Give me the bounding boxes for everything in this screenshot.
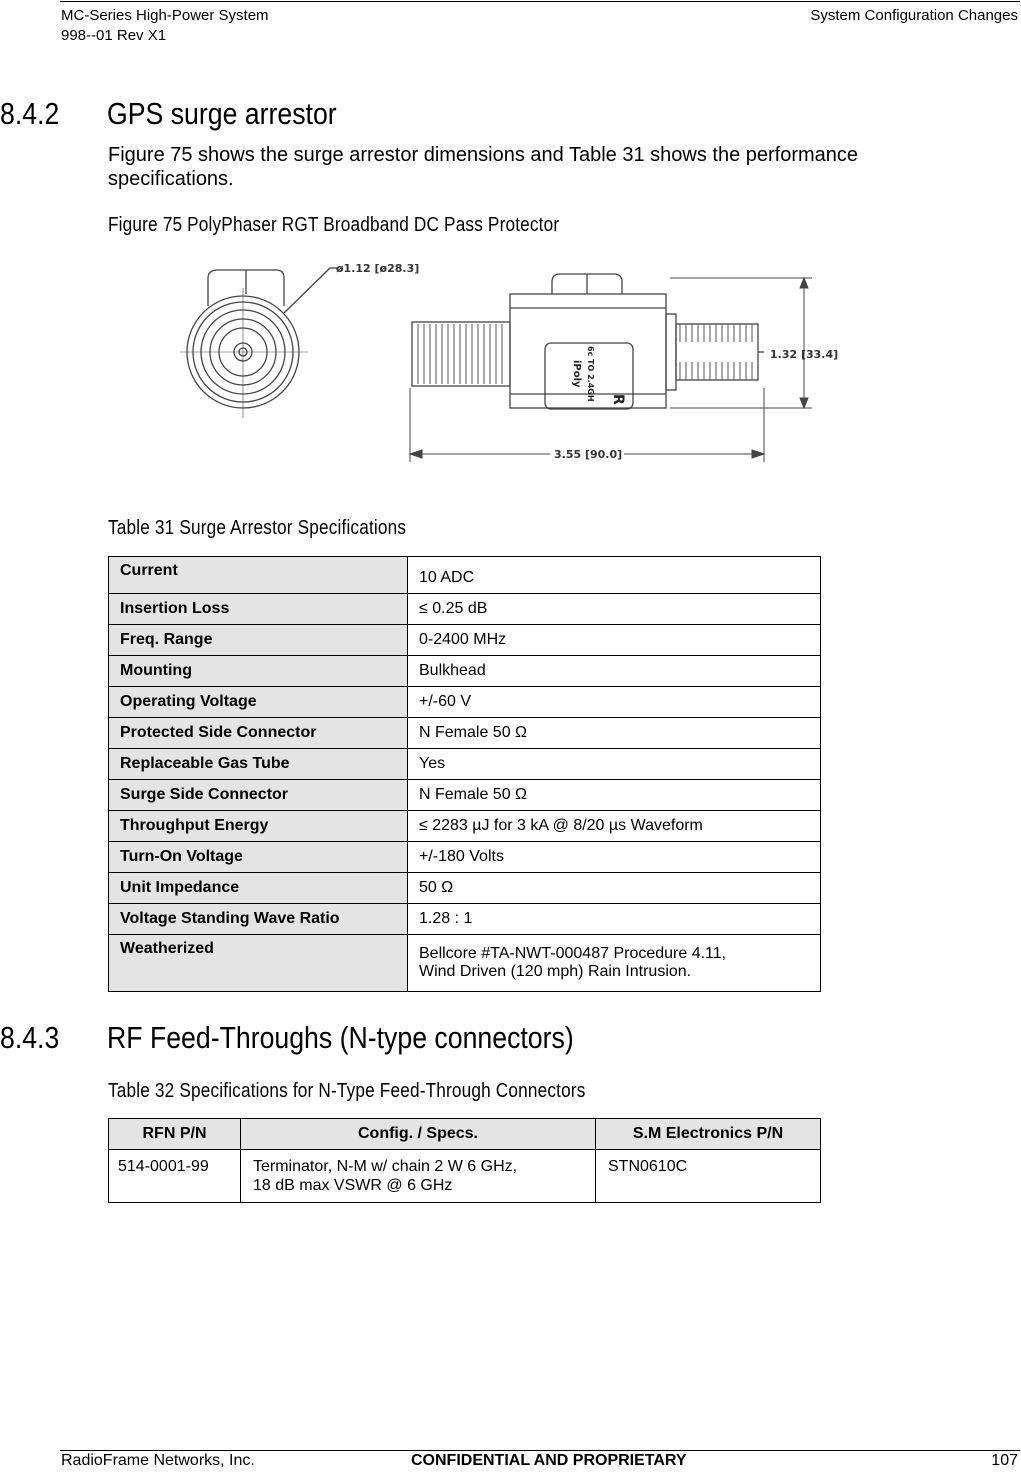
table-row (109, 594, 821, 625)
footer-page-number: 107 (991, 1452, 1018, 1469)
cell-config-specs (241, 1150, 596, 1203)
dim-height-label: 1.32 [33.4] (770, 348, 839, 361)
spec-value: Bulkhead (408, 656, 821, 687)
spec-value: 1.28 : 1 (408, 904, 821, 935)
right-threads (680, 324, 752, 380)
spec-key: Voltage Standing Wave Ratio (109, 904, 408, 935)
config-line-2: 18 dB max VSWR @ 6 GHz (253, 1177, 453, 1194)
spec-key: Replaceable Gas Tube (109, 749, 408, 780)
section-843-title: RF Feed-Throughs (N-type connectors) (107, 1020, 574, 1055)
table-row (109, 811, 821, 842)
spec-value-line-1: Bellcore #TA-NWT-000487 Procedure 4.11, (419, 945, 727, 962)
spec-value: +/-60 V (408, 687, 821, 718)
spec-key: Surge Side Connector (109, 780, 408, 811)
feed-through-table (108, 1118, 821, 1203)
left-threads (418, 324, 502, 384)
header-chapter: System Configuration Changes (810, 7, 1018, 24)
table-row (109, 718, 821, 749)
spec-value: N Female 50 Ω (408, 718, 821, 749)
label-text-freq: 6c TO 2.4GH (586, 346, 595, 402)
surge-arrestor-spec-table (108, 556, 821, 992)
table-header-row (109, 1119, 821, 1150)
spec-key: Freq. Range (109, 625, 408, 656)
footer-rule (60, 1450, 1020, 1451)
spec-key: Turn-On Voltage (109, 842, 408, 873)
label-text-r: R (610, 394, 626, 405)
header-doc-number: 998--01 Rev X1 (61, 27, 167, 44)
table-32-caption: Table 32 Specifications for N-Type Feed-Through Connectors (108, 1080, 586, 1102)
column-header: Config. / Specs. (241, 1119, 596, 1150)
spec-value: Yes (408, 749, 821, 780)
spec-value-line-2: Wind Driven (120 mph) Rain Intrusion. (419, 963, 692, 980)
table-row (109, 687, 821, 718)
section-842-number: 8.4.2 (0, 96, 60, 131)
spec-key: Unit Impedance (109, 873, 408, 904)
column-header: RFN P/N (109, 1119, 241, 1150)
column-header: S.M Electronics P/N (596, 1119, 821, 1150)
left-threaded-connector (412, 322, 510, 386)
section-842-title: GPS surge arrestor (107, 96, 337, 131)
section-843-number: 8.4.3 (0, 1020, 60, 1055)
table-row (109, 780, 821, 811)
footer-confidential: CONFIDENTIAL AND PROPRIETARY (411, 1452, 687, 1469)
spec-value: 0-2400 MHz (408, 625, 821, 656)
spec-value: ≤ 2283 µJ for 3 kA @ 8/20 µs Waveform (408, 811, 821, 842)
spec-key: Weatherized (109, 935, 408, 992)
table-row (109, 557, 821, 594)
spec-value: N Female 50 Ω (408, 780, 821, 811)
surge-arrestor-drawing (180, 248, 860, 468)
table-31-caption: Table 31 Surge Arrestor Specifications (108, 517, 407, 539)
table-row (109, 904, 821, 935)
dim-length-label: 3.55 [90.0] (554, 448, 623, 461)
cell-rfn-pn: 514-0001-99 (109, 1150, 241, 1203)
footer-company: RadioFrame Networks, Inc. (61, 1452, 255, 1469)
cell-sm-pn: STN0610C (596, 1150, 821, 1203)
spec-value (408, 935, 821, 992)
spec-value: 50 Ω (408, 873, 821, 904)
table-row (109, 625, 821, 656)
spec-key: Operating Voltage (109, 687, 408, 718)
diameter-leader (284, 268, 330, 313)
table-row (109, 656, 821, 687)
spec-key: Insertion Loss (109, 594, 408, 625)
spec-key: Current (109, 557, 408, 594)
header-product: MC-Series High-Power System (61, 7, 269, 24)
spec-key: Protected Side Connector (109, 718, 408, 749)
table-row (109, 1150, 821, 1203)
spec-value: +/-180 Volts (408, 842, 821, 873)
table-row (109, 935, 821, 992)
spec-value: ≤ 0.25 dB (408, 594, 821, 625)
config-line-1: Terminator, N-M w/ chain 2 W 6 GHz, (253, 1158, 518, 1175)
spec-key: Throughput Energy (109, 811, 408, 842)
header-rule (60, 1, 1020, 2)
table-row (109, 842, 821, 873)
label-text-poly: iPoly (571, 360, 582, 388)
section-842-paragraph: Figure 75 shows the surge arrestor dimensions and Table 31 shows the performance specifications. (108, 144, 859, 190)
table-row (109, 873, 821, 904)
dim-diameter-label: ø1.12 [ø28.3] (336, 262, 420, 275)
spec-value: 10 ADC (408, 557, 821, 594)
spec-key: Mounting (109, 656, 408, 687)
table-row (109, 749, 821, 780)
figure-75-caption: Figure 75 PolyPhaser RGT Broadband DC Pass Protector (108, 214, 560, 236)
